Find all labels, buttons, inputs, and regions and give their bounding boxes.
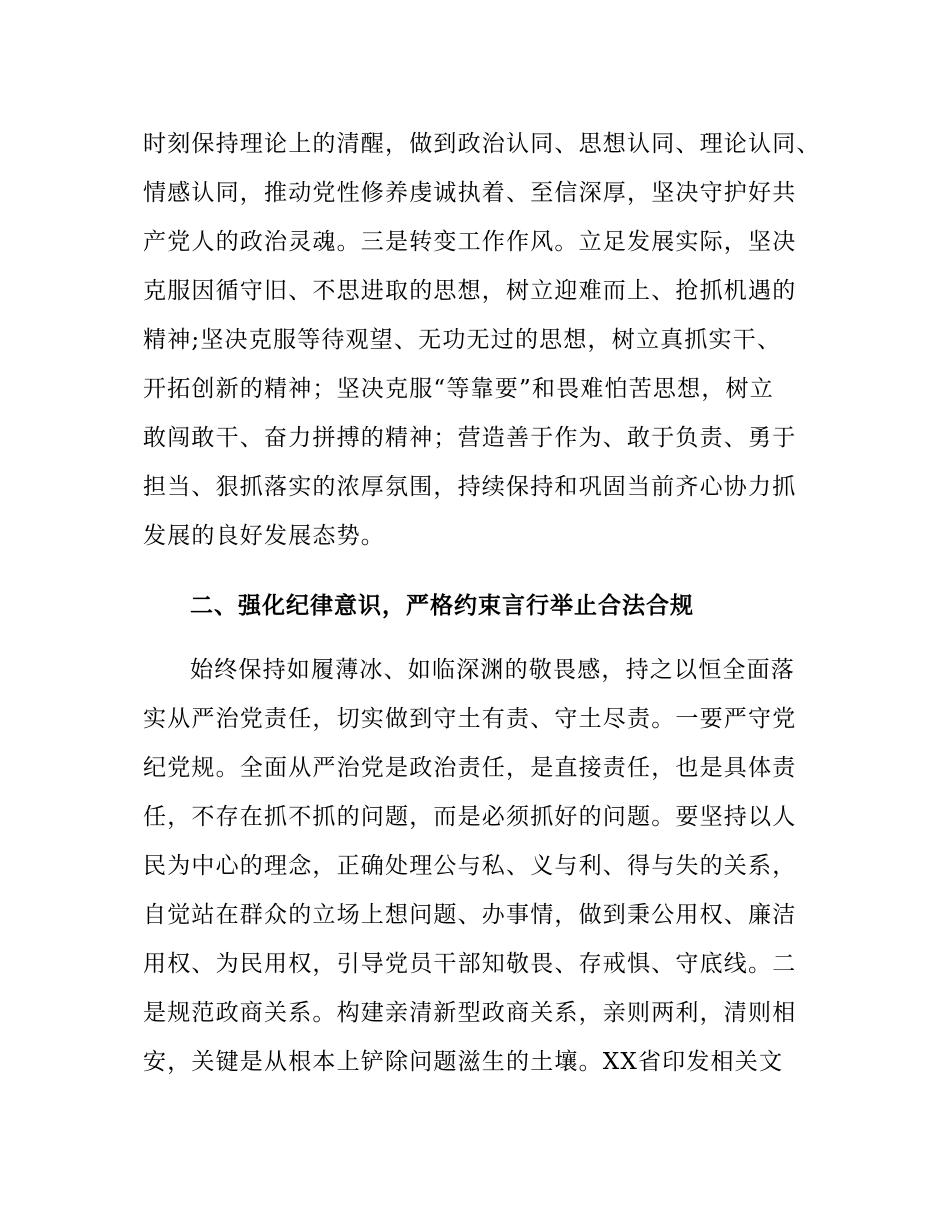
paragraph-line: 开拓创新的精神；坚决克服“等靠要”和畏难怕苦思想，树立 bbox=[143, 376, 774, 402]
paragraph-line: 精神;坚决克服等待观望、无功无过的思想，树立真抓实干、 bbox=[143, 327, 782, 353]
paragraph-line: 时刻保持理论上的清醒，做到政治认同、思想认同、理论认同、 bbox=[143, 131, 821, 157]
paragraph-line: 纪党规。全面从严治党是政治责任，是直接责任，也是具体责 bbox=[143, 755, 797, 781]
paragraph-line: 实从严治党责任，切实做到守土有责、守土尽责。一要严守党 bbox=[143, 706, 797, 732]
paragraph-line: 克服因循守旧、不思进取的思想，树立迎难而上、抢抓机遇的 bbox=[143, 278, 797, 304]
paragraph-line: 产党人的政治灵魂。三是转变工作作风。立足发展实际，坚决 bbox=[143, 229, 797, 255]
paragraph-line: 始终保持如履薄冰、如临深渊的敬畏感，持之以恒全面落 bbox=[190, 657, 795, 683]
paragraph-line: 发展的良好发展态势。 bbox=[143, 523, 385, 549]
paragraph-line: 自觉站在群众的立场上想问题、办事情，做到秉公用权、廉洁 bbox=[143, 902, 797, 928]
paragraph-line: 安，关键是从根本上铲除问题滋生的土壤。XX省印发相关文 bbox=[143, 1049, 784, 1075]
paragraph-line: 敢闯敢干、奋力拼搏的精神；营造善于作为、敢于负责、勇于 bbox=[143, 425, 797, 451]
paragraph-line: 情感认同，推动党性修养虔诚执着、至信深厚，坚决守护好共 bbox=[143, 180, 797, 206]
paragraph-line: 是规范政商关系。构建亲清新型政商关系，亲则两利，清则相 bbox=[143, 1000, 797, 1026]
section-heading: 二、强化纪律意识，严格约束言行举止合法合规 bbox=[190, 593, 694, 619]
paragraph-line: 民为中心的理念，正确处理公与私、义与利、得与失的关系， bbox=[143, 853, 797, 879]
paragraph-line: 担当、狠抓落实的浓厚氛围，持续保持和巩固当前齐心协力抓 bbox=[143, 474, 797, 500]
paragraph-line: 用权、为民用权，引导党员干部知敬畏、存戒惧、守底线。二 bbox=[143, 951, 797, 977]
paragraph-line: 任，不存在抓不抓的问题，而是必须抓好的问题。要坚持以人 bbox=[143, 804, 797, 830]
